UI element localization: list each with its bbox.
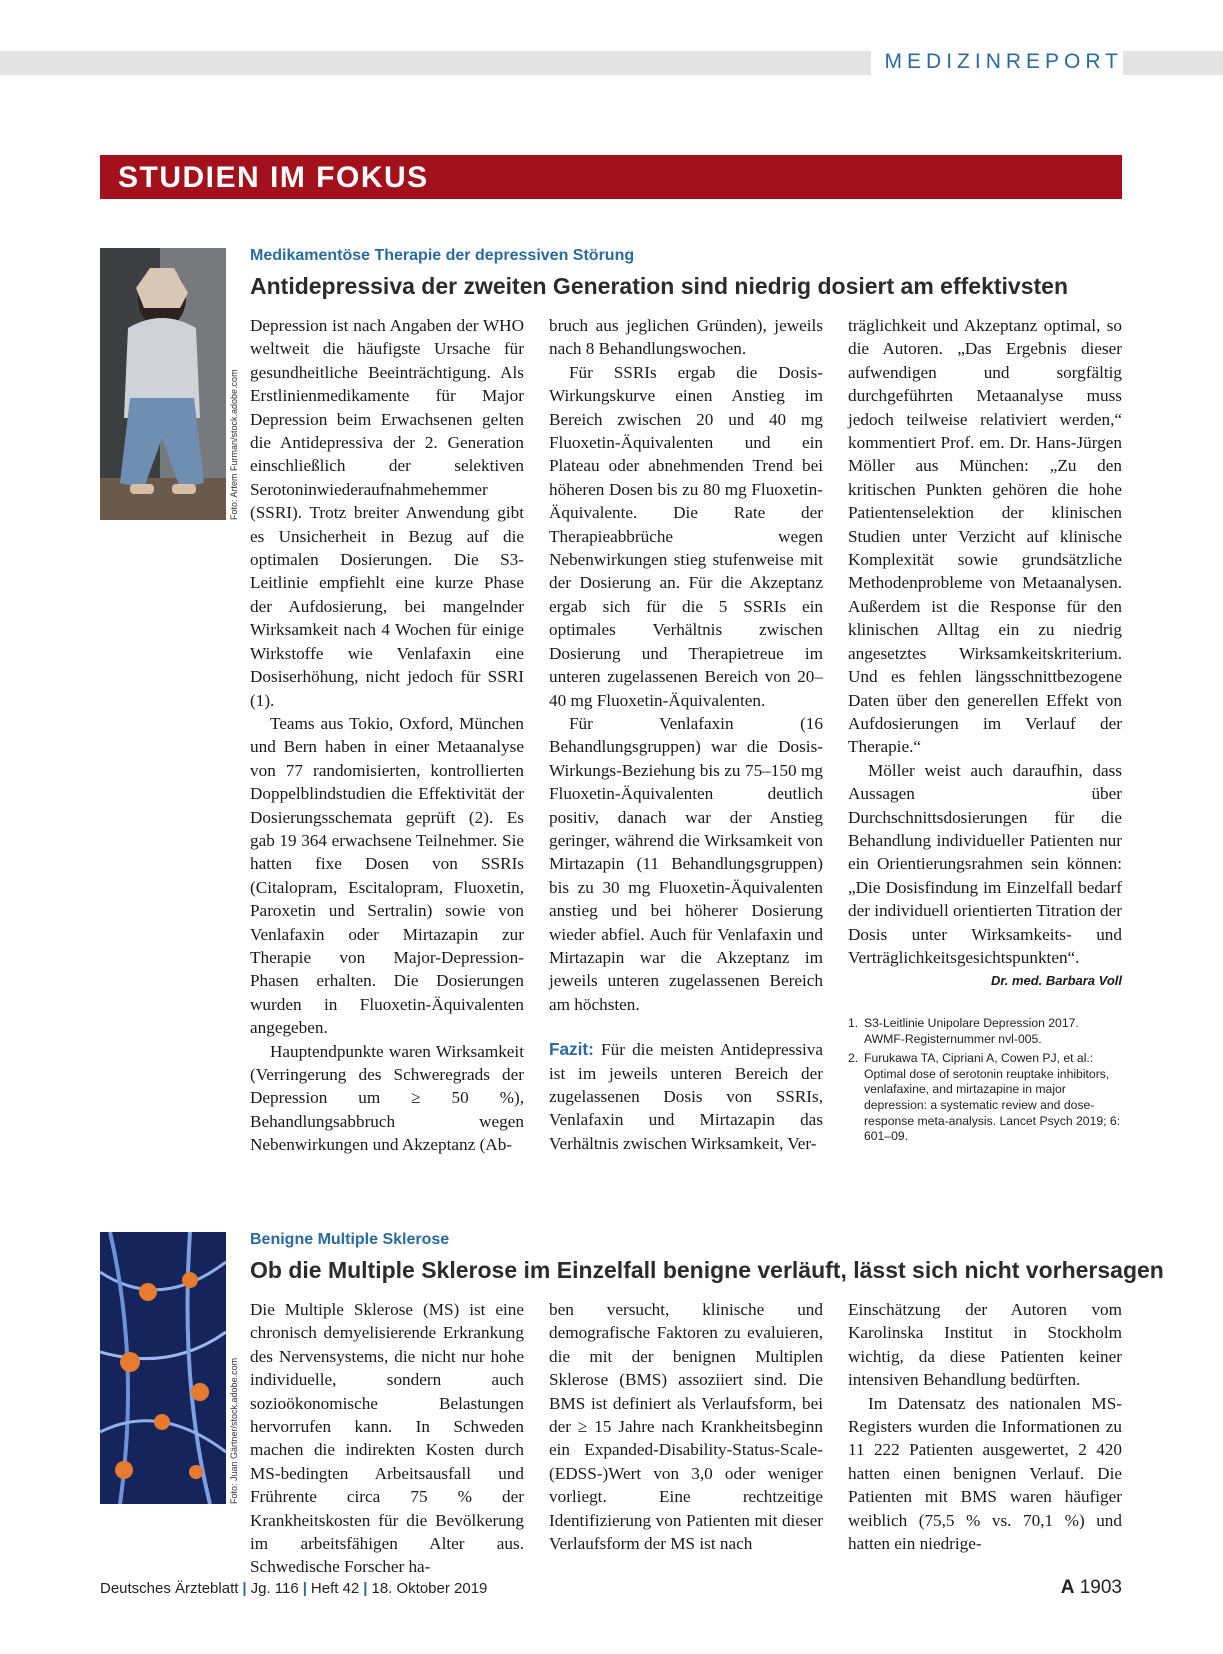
paragraph: Für Venlafaxin (16 Behandlungsgruppen) war die Dosis-Wirkungs-Beziehung bis zu 75–150 mg Fluoxetin-Äquivalenten deutlich positiv, danach war der Anstieg geringer, während die Wirksamkeit von Mirtazapin (11 Behandlungsgruppen) bis zu 30 mg Fluoxetin-Äquivalenten anstieg und bei höherer Dosierung wieder abfiel. Auch für Venlafaxin und Mirtazapin war die Akzeptanz im jeweils unteren zugelassenen Bereich am höchsten. <box>549 713 823 1014</box>
article1-column-3 <box>848 314 1122 993</box>
banner-title: STUDIEN IM FOKUS <box>118 161 429 194</box>
reference-text: Furukawa TA, Cipriani A, Cowen PJ, et al.: Optimal dose of serotonin reuptake inhibitors, venlafaxine, and mirtazapine in major depression: a systematic review and dose-response meta-analysis. Lancet Psych 2019; 6: 601–09. <box>864 1051 1121 1144</box>
references-list <box>848 1016 1122 1149</box>
paragraph: Hauptendpunkte waren Wirksamkeit (Verringerung des Schweregrads der Depression um ≥ 50 %), Behandlungsabbruch wegen Nebenwirkungen und Akzeptanz (Ab- <box>250 1041 524 1155</box>
paragraph: Für SSRIs ergab die Dosis-Wirkungskurve einen Anstieg im Bereich zwischen 20 und 40 mg Fluoxetin-Äquivalenten und ein Plateau oder abnehmenden Trend bei höheren Dosen bis zu 80 mg Fluoxetin-Äquivalente. Die Rate der Therapieabbrüche wegen Nebenwirkungen stieg stufenweise mit der Dosierung an. Für die Akzeptanz ergab sich für die 5 SSRIs ein optimales Verhältnis zwischen Dosierung und Therapietreue im unteren zugelassenen Bereich von 20–40 mg Fluoxetin-Äquivalenten. <box>549 362 823 710</box>
article2-headline: Ob die Multiple Sklerose im Einzelfall benigne verläuft, lässt sich nicht vorhersagen <box>250 1257 1164 1283</box>
author-byline: Dr. med. Barbara Voll <box>990 973 1122 989</box>
journal-name: Deutsches Ärzteblatt <box>100 1580 239 1597</box>
separator: | <box>242 1580 247 1597</box>
paragraph: träglichkeit und Akzeptanz optimal, so die Autoren. „Das Ergebnis dieser aufwendigen und sorgfältig durchgeführten Metaanalyse muss jedoch teilweise relativiert werden,“ kommentiert Prof. em. Dr. Hans-Jürgen Möller aus München: „Zu den kritischen Punkten gehören die hohe Patientenselektion der klinischen Studien unter Verzicht auf klinische Komplexität sowie grundsätzliche Methodenprobleme von Metaanalysen. Außerdem ist die Response für den klinischen Alltag ein zu niedrig angesetztes Wirksamkeitskriterium. Und es fehlen längsschnittbezogene Daten über den generellen Effekt von Aufdosierungen im Verlauf der Therapie.“ <box>848 316 1122 757</box>
article1-photo <box>100 248 226 520</box>
fazit-paragraph <box>549 1038 823 1155</box>
depressed-woman-illustration <box>100 248 226 520</box>
article1-column-2 <box>549 314 823 1155</box>
paragraph-text: Möller weist auch daraufhin, dass Aussagen über Durchschnittsdosierungen für die Behandlung individueller Patienten nur ein Orientierungsrahmen sein können: „Die Dosisfindung im Einzelfall bedarf der individuell orientierten Titration der Dosis unter Wirksamkeits- und Verträglichkeitsgesichtspunkten“. <box>848 760 1122 967</box>
page-number-value: 1903 <box>1079 1577 1122 1598</box>
section-banner <box>100 155 1122 199</box>
section-label: MEDIZINREPORT <box>871 49 1123 75</box>
article2-column-3 <box>848 1298 1122 1555</box>
article2-kicker: Benigne Multiple Sklerose <box>250 1231 450 1248</box>
reference-number: 1. <box>848 1016 859 1030</box>
article2-column-2 <box>549 1298 823 1555</box>
paragraph: ben versucht, klinische und demografische Faktoren zu evaluieren, die mit der benignen Multiplen Sklerose (BMS) assoziiert sind. Die BMS ist definiert als Verlaufsform, bei der ≥ 15 Jahre nach Krankheitsbeginn ein Expanded-Disability-Status-Scale-(EDSS-)Wert von 3,0 oder weniger vorliegt. Eine rechtzeitige Identifizierung von Patienten mit dieser Verlaufsform der MS ist nach <box>549 1300 823 1554</box>
page-number <box>1061 1577 1122 1599</box>
article1-headline: Antidepressiva der zweiten Generation sind niedrig dosiert am effektivsten <box>250 273 1068 299</box>
article2-photo <box>100 1232 226 1504</box>
page-footer <box>100 1580 487 1597</box>
paragraph: bruch aus jeglichen Gründen), jeweils nach 8 Behandlungswochen. <box>549 316 823 359</box>
article1-photo-credit: Foto: Artem Furman/stock.adobe.com <box>229 369 239 520</box>
article2-photo-credit: Foto: Juan Gärtner/stock.adobe.com <box>229 1357 239 1504</box>
reference-text: S3-Leitlinie Unipolare Depression 2017. AWMF-Registernummer nvl-005. <box>864 1016 1079 1046</box>
paragraph <box>848 759 1122 989</box>
issue-date: 18. Oktober 2019 <box>371 1580 488 1597</box>
separator: | <box>302 1580 307 1597</box>
paragraph: Einschätzung der Autoren vom Karolinska Institut in Stockholm wichtig, da diese Patienten keiner intensiven Behandlung bedürften. <box>848 1300 1122 1390</box>
reference-number: 2. <box>848 1051 859 1066</box>
paragraph: Depression ist nach Angaben der WHO weltweit die häufigste Ursache für gesundheitliche Beeinträchtigung. Als Erstlinienmedikamente für Major Depression beim Erwachsenen gelten die Antidepressiva der 2. Generation einschließlich der selektiven Serotoninwiederaufnahmehemmer (SSRI). Trotz breiter Anwendung gibt es Unsicherheit in Bezug auf die optimalen Dosierungen. Die S3-Leitlinie empfiehlt eine kurze Phase der Aufdosierung, bei mangelnder Wirksamkeit nach 4 Wochen für einige Wirkstoffe wie Venlafaxin eine Dosiserhöhung, nicht jedoch für SSRI (1). <box>250 316 524 710</box>
paragraph: Im Datensatz des nationalen MS-Registers wurden die Informationen zu 11 222 Patienten ausgewertet, 2 420 hatten einen benignen Verlauf. Die Patienten mit BMS waren häufiger weiblich (75,5 % vs. 70,1 %) und hatten ein niedrige- <box>848 1393 1122 1554</box>
separator: | <box>363 1580 368 1597</box>
fazit-text: Für die meisten Antidepressiva ist im jeweils unteren Bereich der zugelassenen Dosis von SSRIs, Venlafaxin und Mirtazapin das Verhältnis zwischen Wirksamkeit, Ver- <box>549 1040 823 1153</box>
article1-kicker: Medikamentöse Therapie der depressiven Störung <box>250 247 635 264</box>
issue: Heft 42 <box>310 1580 360 1597</box>
paragraph: Die Multiple Sklerose (MS) ist eine chronisch demyelisierende Erkrankung des Nervensystems, die nicht nur hohe individuelle, sondern auch sozioökonomische Belastungen hervorrufen kann. In Schweden machen die indirekten Kosten durch MS-bedingten Arbeitsausfall und Frührente circa 75 % der Krankheitskosten für die Bevölkerung im arbeitsfähigen Alter aus. Schwedische Forscher ha- <box>250 1300 524 1577</box>
fazit-label: Fazit: <box>549 1039 594 1060</box>
article1-column-1 <box>250 314 524 1157</box>
reference-item <box>848 1016 1122 1047</box>
volume: Jg. 116 <box>250 1580 299 1597</box>
nerve-cells-illustration <box>100 1232 226 1504</box>
reference-item <box>848 1051 1122 1145</box>
article2-column-1 <box>250 1298 524 1579</box>
paragraph: Teams aus Tokio, Oxford, München und Bern haben in einer Metaanalyse von 77 randomisierten, kontrollierten Doppelblindstudien die Effektivität der Dosierungsschemata geprüft (2). Es gab 19 364 erwachsene Teilnehmer. Sie hatten fixe Dosen von SSRIs (Citalopram, Escitalopram, Fluoxetin, Paroxetin und Sertralin) sowie von Venlafaxin oder Mirtazapin zur Therapie von Major-Depression-Phasen erhalten. Die Dosierungen wurden in Fluoxetin-Äquivalenten angegeben. <box>250 713 524 1038</box>
page-prefix: A <box>1060 1577 1075 1598</box>
